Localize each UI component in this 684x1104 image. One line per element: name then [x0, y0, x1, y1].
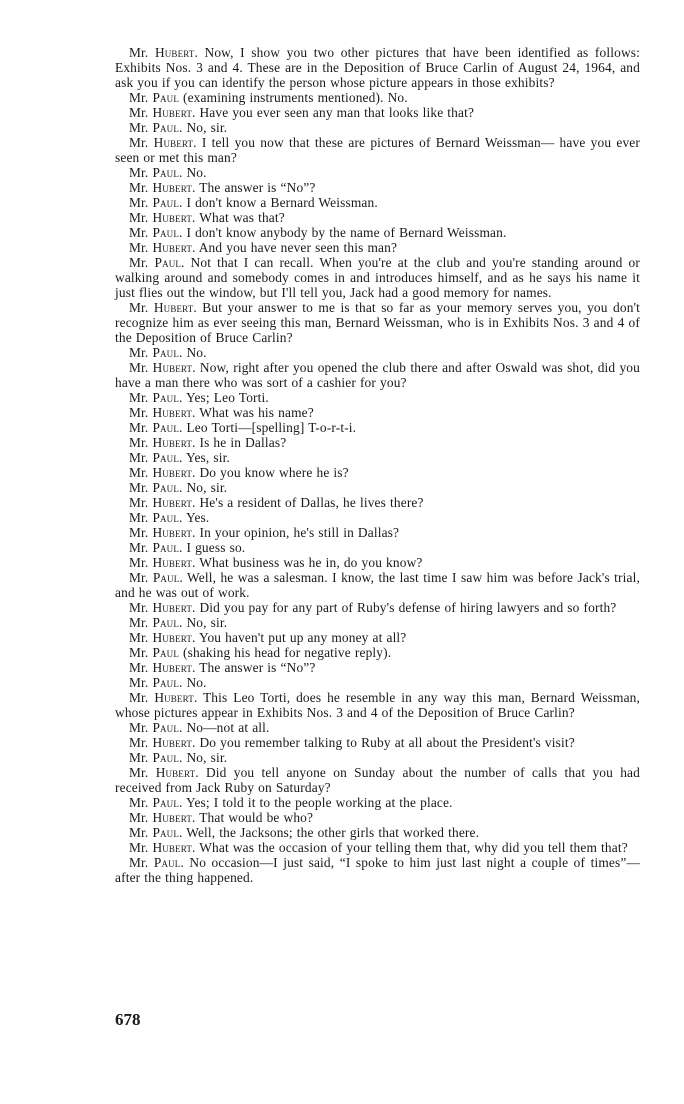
speaker-name: Paul	[152, 450, 179, 465]
speaker-title: Mr.	[129, 810, 149, 825]
testimony-paragraph	[115, 45, 640, 90]
testimony-paragraph	[115, 840, 640, 855]
speaker-name: Hubert	[153, 300, 194, 315]
speaker-title: Mr.	[129, 720, 149, 735]
speaker-name: Hubert	[152, 240, 192, 255]
statement-text: . The answer is “No”?	[191, 180, 316, 195]
speaker-name: Paul	[152, 510, 179, 525]
speaker-name: Paul	[152, 420, 179, 435]
speaker-title: Mr.	[129, 750, 149, 765]
speaker-name: Hubert	[154, 45, 195, 60]
testimony-paragraph	[115, 480, 640, 495]
statement-text: . Did you tell anyone on Sunday about the number of calls that you had received from Jack Ruby on Saturday?	[115, 765, 640, 795]
speaker-name: Paul	[154, 255, 182, 270]
speaker-name: Hubert	[152, 555, 192, 570]
speaker-title: Mr.	[129, 600, 149, 615]
statement-text: . I don't know a Bernard Weissman.	[178, 195, 378, 210]
speaker-name: Paul	[152, 390, 179, 405]
testimony-paragraph	[115, 195, 640, 210]
statement-text: . This Leo Torti, does he resemble in any way this man, Bernard Weissman, whose pictures appear in Exhibits Nos. 3 and 4 of the Deposition of Bruce Carlin?	[115, 690, 641, 720]
statement-text: . No.	[178, 675, 207, 690]
statement-text: . No, sir.	[178, 120, 228, 135]
testimony-paragraph	[115, 495, 640, 510]
statement-text: . Do you know where he is?	[191, 465, 349, 480]
speaker-name: Hubert	[152, 735, 192, 750]
speaker-name: Paul	[152, 615, 179, 630]
testimony-paragraph	[115, 90, 640, 105]
testimony-paragraph	[115, 180, 640, 195]
speaker-name: Paul	[152, 165, 179, 180]
testimony-paragraph	[115, 570, 640, 600]
testimony-paragraph	[115, 165, 640, 180]
speaker-title: Mr.	[129, 240, 149, 255]
testimony-paragraph	[115, 540, 640, 555]
speaker-title: Mr.	[129, 735, 149, 750]
statement-text: . Did you pay for any part of Ruby's defense of hiring lawyers and so forth?	[191, 600, 617, 615]
speaker-title: Mr.	[129, 660, 149, 675]
speaker-title: Mr.	[129, 510, 149, 525]
statement-text: (examining instruments mentioned). No.	[178, 90, 408, 105]
statement-text: . And you have never seen this man?	[191, 240, 398, 255]
speaker-title: Mr.	[129, 345, 149, 360]
statement-text: . No, sir.	[178, 615, 228, 630]
statement-text: . Have you ever seen any man that looks like that?	[191, 105, 475, 120]
statement-text: . Now, right after you opened the club there and after Oswald was shot, did you have a man there who was sort of a cashier for you?	[115, 360, 640, 390]
statement-text: . What was his name?	[191, 405, 314, 420]
speaker-name: Paul	[152, 825, 179, 840]
speaker-name: Paul	[152, 795, 179, 810]
speaker-name: Hubert	[152, 435, 192, 450]
speaker-title: Mr.	[129, 540, 149, 555]
speaker-name: Hubert	[152, 630, 192, 645]
speaker-name: Paul	[152, 540, 179, 555]
speaker-name: Paul	[152, 120, 179, 135]
speaker-title: Mr.	[129, 615, 149, 630]
testimony-paragraph	[115, 240, 640, 255]
speaker-name: Hubert	[153, 135, 194, 150]
testimony-paragraph	[115, 855, 640, 885]
testimony-paragraph	[115, 735, 640, 750]
speaker-name: Paul	[152, 195, 179, 210]
testimony-paragraph	[115, 450, 640, 465]
speaker-title: Mr.	[129, 180, 149, 195]
testimony-paragraph	[115, 345, 640, 360]
speaker-name: Hubert	[152, 600, 192, 615]
statement-text: . The answer is “No”?	[191, 660, 316, 675]
statement-text: . No.	[178, 165, 207, 180]
statement-text: . I don't know anybody by the name of Bernard Weissman.	[178, 225, 507, 240]
testimony-paragraph	[115, 255, 640, 300]
testimony-paragraph	[115, 420, 640, 435]
testimony-paragraph	[115, 825, 640, 840]
speaker-name: Hubert	[152, 360, 193, 375]
speaker-name: Paul	[152, 720, 179, 735]
testimony-paragraph	[115, 405, 640, 420]
speaker-name: Paul	[152, 225, 179, 240]
speaker-name: Paul	[152, 345, 179, 360]
speaker-title: Mr.	[129, 135, 149, 150]
statement-text: . No.	[178, 345, 207, 360]
speaker-name: Paul	[152, 645, 179, 660]
page-number: 678	[115, 1010, 141, 1029]
speaker-name: Hubert	[152, 660, 192, 675]
testimony-paragraph	[115, 720, 640, 735]
speaker-title: Mr.	[129, 825, 149, 840]
statement-text: . Yes, sir.	[178, 450, 231, 465]
speaker-name: Hubert	[152, 465, 192, 480]
speaker-title: Mr.	[129, 420, 149, 435]
statement-text: . In your opinion, he's still in Dallas?	[191, 525, 400, 540]
testimony-paragraph	[115, 750, 640, 765]
statement-text: . No, sir.	[178, 750, 228, 765]
transcript-body	[115, 45, 640, 885]
statement-text: . Yes; Leo Torti.	[178, 390, 269, 405]
statement-text: . Leo Torti—[spelling] T-o-r-t-i.	[178, 420, 357, 435]
statement-text: . No—not at all.	[178, 720, 270, 735]
testimony-paragraph	[115, 675, 640, 690]
speaker-title: Mr.	[129, 390, 149, 405]
speaker-title: Mr.	[129, 360, 149, 375]
statement-text: . He's a resident of Dallas, he lives there?	[191, 495, 424, 510]
speaker-name: Hubert	[152, 840, 192, 855]
testimony-paragraph	[115, 645, 640, 660]
testimony-paragraph	[115, 630, 640, 645]
testimony-paragraph	[115, 225, 640, 240]
testimony-paragraph	[115, 300, 640, 345]
speaker-name: Hubert	[152, 210, 192, 225]
statement-text: . What was that?	[191, 210, 285, 225]
speaker-title: Mr.	[129, 45, 149, 60]
speaker-title: Mr.	[129, 90, 149, 105]
testimony-paragraph	[115, 795, 640, 810]
speaker-title: Mr.	[129, 105, 149, 120]
statement-text: . You haven't put up any money at all?	[191, 630, 407, 645]
speaker-title: Mr.	[129, 165, 149, 180]
statement-text: . No, sir.	[178, 480, 228, 495]
testimony-paragraph	[115, 765, 640, 795]
testimony-paragraph	[115, 525, 640, 540]
speaker-title: Mr.	[129, 450, 149, 465]
speaker-name: Hubert	[154, 690, 194, 705]
speaker-title: Mr.	[129, 255, 149, 270]
statement-text: . Well, the Jacksons; the other girls that worked there.	[178, 825, 480, 840]
speaker-name: Hubert	[152, 495, 192, 510]
statement-text: . Yes; I told it to the people working at the place.	[178, 795, 453, 810]
speaker-title: Mr.	[129, 495, 149, 510]
statement-text: . Is he in Dallas?	[191, 435, 287, 450]
statement-text: . But your answer to me is that so far as your memory serves you, you don't recognize him as ever seeing this man, Bernard Weissman, who is in Exhibits Nos. 3 and 4 of the Deposition of Bruce Carlin?	[115, 300, 641, 345]
speaker-name: Paul	[152, 570, 180, 585]
testimony-paragraph	[115, 690, 640, 720]
speaker-name: Hubert	[152, 105, 192, 120]
speaker-name: Hubert	[152, 405, 192, 420]
speaker-name: Paul	[152, 750, 179, 765]
speaker-title: Mr.	[129, 765, 149, 780]
speaker-title: Mr.	[129, 405, 149, 420]
statement-text: . Do you remember talking to Ruby at all about the President's visit?	[191, 735, 575, 750]
speaker-name: Hubert	[152, 525, 192, 540]
speaker-title: Mr.	[129, 465, 149, 480]
speaker-name: Paul	[152, 90, 179, 105]
statement-text: . I guess so.	[178, 540, 246, 555]
speaker-name: Paul	[152, 480, 179, 495]
speaker-name: Hubert	[152, 810, 192, 825]
speaker-title: Mr.	[129, 225, 149, 240]
testimony-paragraph	[115, 810, 640, 825]
testimony-paragraph	[115, 105, 640, 120]
testimony-paragraph	[115, 465, 640, 480]
statement-text: . I tell you now that these are pictures of Bernard Weissman— have you ever seen or met this man?	[115, 135, 641, 165]
testimony-paragraph	[115, 660, 640, 675]
speaker-title: Mr.	[129, 300, 149, 315]
testimony-paragraph	[115, 615, 640, 630]
testimony-paragraph	[115, 435, 640, 450]
statement-text: (shaking his head for negative reply).	[178, 645, 392, 660]
testimony-paragraph	[115, 120, 640, 135]
statement-text: . What business was he in, do you know?	[191, 555, 423, 570]
speaker-title: Mr.	[129, 645, 149, 660]
speaker-title: Mr.	[129, 675, 149, 690]
statement-text: . Now, I show you two other pictures that have been identified as follows: Exhibits Nos. 3 and 4. These are in the Deposition of Bruce Carlin of August 24, 1964, and ask you if you can identify the person whose picture appears in those exhibits?	[115, 45, 640, 90]
speaker-title: Mr.	[129, 120, 149, 135]
testimony-paragraph	[115, 210, 640, 225]
testimony-paragraph	[115, 390, 640, 405]
statement-text: . No occasion—I just said, “I spoke to him just last night a couple of times”—after the thing happened.	[115, 855, 640, 885]
speaker-title: Mr.	[129, 555, 149, 570]
speaker-name: Hubert	[152, 180, 192, 195]
speaker-title: Mr.	[129, 795, 149, 810]
testimony-paragraph	[115, 135, 640, 165]
speaker-name: Hubert	[155, 765, 196, 780]
speaker-title: Mr.	[129, 210, 149, 225]
speaker-title: Mr.	[129, 480, 149, 495]
statement-text: . That would be who?	[191, 810, 314, 825]
speaker-name: Paul	[152, 675, 179, 690]
speaker-title: Mr.	[129, 195, 149, 210]
speaker-name: Paul	[153, 855, 181, 870]
speaker-title: Mr.	[129, 435, 149, 450]
testimony-paragraph	[115, 600, 640, 615]
statement-text: . What was the occasion of your telling them that, why did you tell them that?	[191, 840, 628, 855]
speaker-title: Mr.	[129, 855, 149, 870]
speaker-title: Mr.	[129, 630, 149, 645]
statement-text: . Well, he was a salesman. I know, the last time I saw him was before Jack's trial, and he was out of work.	[115, 570, 640, 600]
speaker-title: Mr.	[129, 840, 149, 855]
speaker-title: Mr.	[129, 690, 149, 705]
speaker-title: Mr.	[129, 525, 149, 540]
testimony-paragraph	[115, 360, 640, 390]
speaker-title: Mr.	[129, 570, 149, 585]
testimony-paragraph	[115, 510, 640, 525]
statement-text: . Yes.	[178, 510, 210, 525]
testimony-paragraph	[115, 555, 640, 570]
statement-text: . Not that I can recall. When you're at the club and you're standing around or walking around and somebody comes in and introduces himself, and as he says his name it just flies out the window, but I'll tell you, Jack had a good memory for names.	[115, 255, 640, 300]
